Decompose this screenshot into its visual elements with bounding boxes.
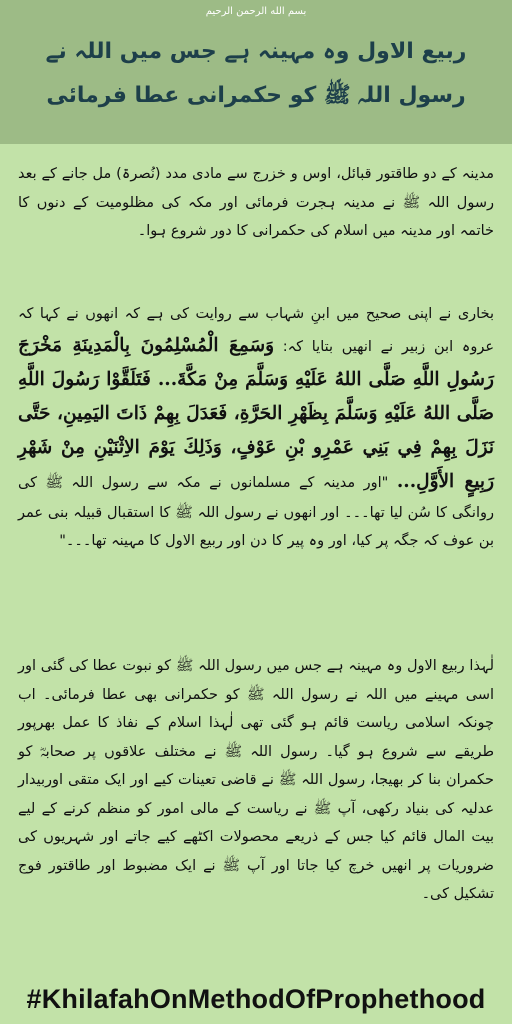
paragraph-bukhari [18, 300, 494, 556]
title-line-2: رسول اللہ ﷺ کو حکمرانی عطا فرمائی [46, 83, 466, 108]
bismillah-text: بسم الله الرحمن الرحیم [205, 6, 307, 17]
bukhari-intro: بخاری نے اپنی صحیح میں ابنِ شہاب سے روایت کی ہے کہ انھوں نے کہا کہ عروہ ابن زبیر نے انھیں بتایا کہ: [18, 306, 494, 355]
hadith-arabic-text: وَسَمِعَ الْمُسْلِمُونَ بِالْمَدِينَةِ مَخْرَجَ رَسُولِ اللَّهِ صَلَّى اللهُ عَلَيْهِ وَسَلَّمَ مِنْ مَكَّةَ... فَتَلَقَّوْا رَسُولَ اللَّهِ صَلَّى اللهُ عَلَيْهِ وَسَلَّمَ بِظَهْرِ الحَرَّةِ، فَعَدَلَ بِهِمْ ذَاتَ اليَمِينِ، حَتَّى نَزَلَ بِهِمْ فِي بَنِي عَمْرِو بْنِ عَوْفٍ، وَذَلِكَ يَوْمَ الاِثْنَيْنِ مِنْ شَهْرِ رَبِيعٍ الأَوَّلِ... [18, 334, 495, 492]
paragraph-hijrah: مدینہ کے دو طاقتور قبائل، اوس و خزرج سے مادی مدد (نُصرۃ) مل جانے کے بعد رسول اللہ ﷺ نے مدینہ ہجرت فرمائی اور مکہ کی مظلومیت کے دنوں کا خاتمہ اور مدینہ میں اسلام کی حکمرانی کا دور شروع ہوا۔ [18, 166, 494, 239]
hashtag-text: #KhilafahOnMethodOfProphethood [26, 984, 486, 1014]
title-line-1: ربیع الاول وہ مہینہ ہے جس میں اللہ نے [45, 39, 467, 64]
hadith-translation: "اور مدینہ کے مسلمانوں نے مکہ سے رسول اللہ ﷺ کی روانگی کا سُن لیا تھا۔۔۔ اور انھوں نے رسول اللہ ﷺ کا استقبال قبیلہ بنی عمر بن عوف کہ جگہ پر کیا، اور وہ پیر کا دن اور ربیع الاول کا مہینہ تھا۔۔۔" [18, 474, 494, 549]
paragraph-rabi-ul-awwal: لٰہذا ربیع الاول وہ مہینہ ہے جس میں رسول اللہ ﷺ کو نبوت عطا کی گئی اور اسی مہینے میں اللہ نے رسول اللہ ﷺ کو حکمرانی بھی عطا فرمائی۔ اب چونکہ اسلامی ریاست قائم ہو گئی تھی لٰہذا اسلام کے نفاذ کا عمل بھرپور طریقے سے شروع ہو گیا۔ رسول اللہ ﷺ نے مختلف علاقوں پر صحابہؓ کو حکمران بنا کر بھیجا، رسول اللہ ﷺ نے قاضی تعینات کیے اور ایک متقی اوربیدار عدلیہ کی بنیاد رکھی، آپ ﷺ نے ریاست کے مالی امور کو منظم کرنے کے لیے بیت المال قائم کیا جس کے ذریعے محصولات اکٹھے کیے جاتے اور شہریوں کی ضروریات پر انھیں خرچ کیا جاتا اور آپ ﷺ نے ایک مضبوط اور طاقتور فوج تشکیل کی۔ [18, 658, 494, 902]
page-title [20, 30, 492, 118]
footer-hashtag-bar [0, 974, 512, 1024]
header-band [0, 0, 512, 144]
